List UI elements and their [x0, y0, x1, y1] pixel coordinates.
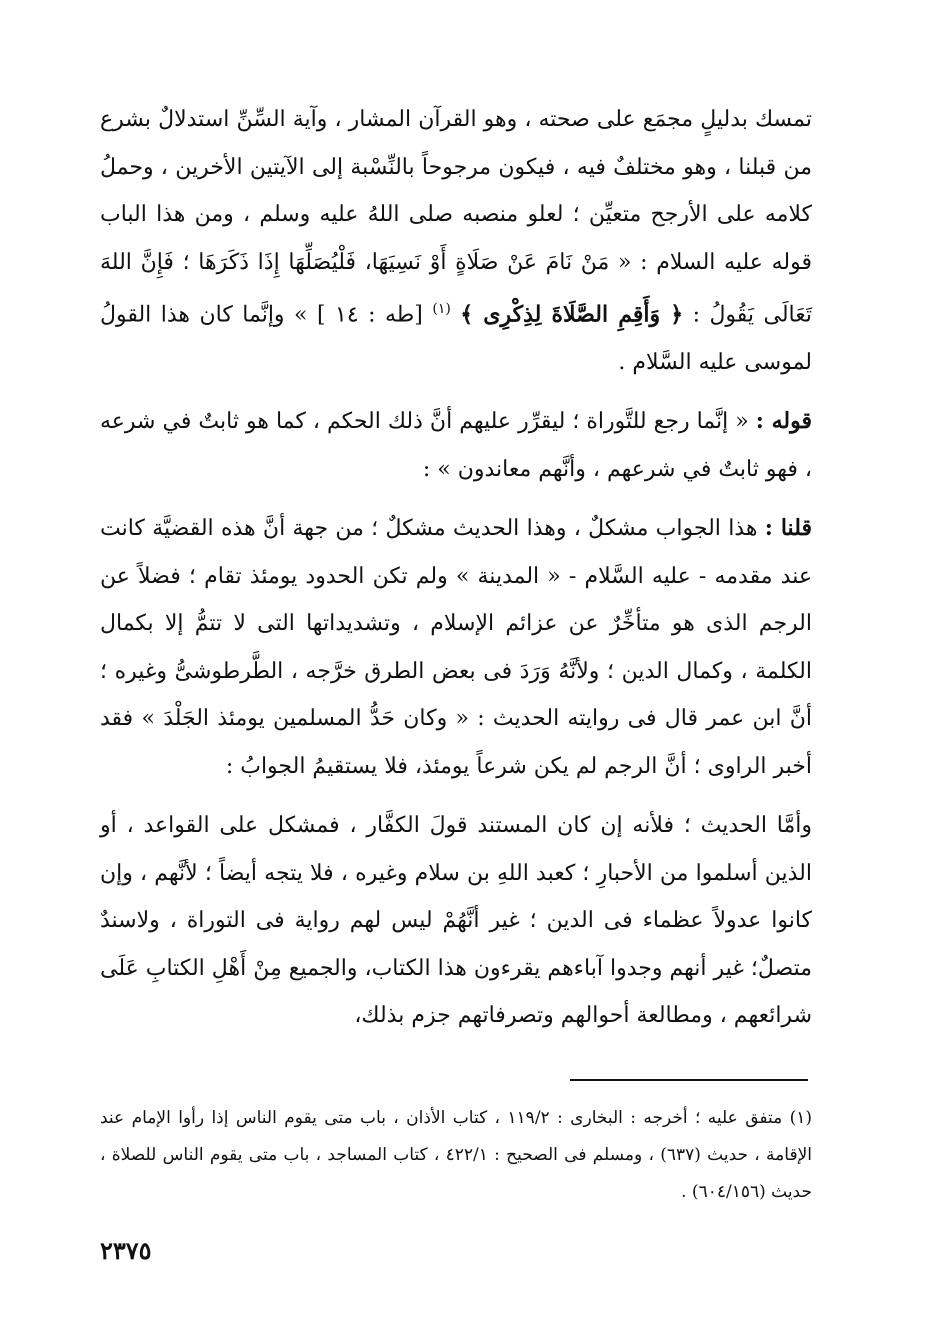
- paragraph-4-text: وأمَّا الحديث ؛ فلأنه إن كان المستند قولَ الكفَّار ، فمشكل على القواعد ، أو الذين أسلموا من الأحبارِ ؛ كعبد اللهِ بن سلام وغيره ، فلا يتجه أيضاً ؛ لأنَّهم ، وإن كانوا عدولاً عظماء فى الدين ؛ غير أنَّهُمْ ليس لهم رواية فى التوراة ، ولاسندٌ متصلٌ؛ غير أنهم وجدوا آباءهم يقرءون هذا الكتاب، والجميع مِنْ أَهْلِ الكتابِ عَلَى شرائعهم ، ومطالعة أحوالهم وتصرفاتهم جزم بذلك،: [100, 813, 813, 1029]
- footnotes: [100, 1100, 812, 1211]
- paragraph-2-lead: قوله :: [755, 408, 812, 435]
- footnote-reference: (١): [432, 301, 451, 317]
- paragraph-1-text-a: تمسك بدليلٍ مجمَع على صحته ، وهو القرآن المشار ، وآية السِّنِّ استدلالٌ بشرع من قبلنا ، وهو مختلفٌ فيه ، فيكون مرجوحاً بالنِّسْبة إلى الآيتين الأخرين ، وحملُ كلامه على الأرجح متعيِّن ؛ لعلو منصبه صلى اللهُ عليه وسلم ، ومن هذا الباب قوله عليه السلام : « مَنْ نَامَ عَنْ صَلَاةٍ أَوْ نَسِيَهَا، فَلْيُصَلِّهَا إِذَا ذَكَرَهَا ؛ فَإِنَّ اللهَ تَعَالَى يَقُولُ :: [100, 107, 812, 328]
- paragraph-3: [100, 505, 812, 790]
- footnote-1: (١) متفق عليه ؛ أخرجه : البخارى : ١١٩/٢ ، كتاب الأذان ، باب متى يقوم الناس إذا رأوا الإمام عند الإقامة ، حديث (٦٣٧) ، ومسلم فى الصحيح : ٤٢٢/١ ، كتاب المساجد ، باب متى يقوم الناس للصلاة ، حديث (٦٠٤/١٥٦) .: [100, 1108, 812, 1202]
- quran-verse: ﴿ وَأَقِمِ الصَّلَاةَ لِذِكْرِى ﴾: [460, 301, 684, 328]
- paragraph-2: [100, 398, 812, 493]
- paragraph-1: [100, 96, 812, 386]
- paragraph-3-lead: قلنا :: [764, 515, 812, 542]
- main-text: [100, 96, 812, 1040]
- paragraph-4: [100, 802, 812, 1040]
- page-number: ٢٣٧٥: [100, 1236, 152, 1265]
- paragraph-2-text: « إنَّما رجع للتَّوراة ؛ ليقرِّر عليهم أنَّ ذلك الحكم ، كما هو ثابتٌ في شرعه ، فهو ثابتٌ في شرعهم ، وأنَّهم معاندون » :: [100, 409, 812, 482]
- paragraph-3-text: هذا الجواب مشكلٌ ، وهذا الحديث مشكلٌ ؛ من جهة أنَّ هذه القضيَّة كانت عند مقدمه - عليه السَّلام - « المدينة » ولم تكن الحدود يومئذ تقام ؛ فضلاً عن الرجم الذى هو متأخِّرٌ عن عزائم الإسلام ، وتشديداتها التى لا تتمُّ إلا بكمال الكلمة ، وكمال الدين ؛ ولأنَّهُ وَرَدَ فى بعض الطرق خرَّجه ، الطَّرطوشىُّ وغيره ؛ أنَّ ابن عمر قال فى روايته الحديث : « وكان حَدُّ المسلمين يومئذ الجَلْدَ » فقد أخبر الراوى ؛ أنَّ الرجم لم يكن شرعاً يومئذ، فلا يستقيمُ الجوابُ :: [100, 516, 812, 779]
- footnote-separator: [570, 1079, 808, 1081]
- paragraph-1-text-b: [طه : ١٤ ] » وإنَّما كان هذا القولُ لموسى عليه السَّلام .: [100, 302, 812, 375]
